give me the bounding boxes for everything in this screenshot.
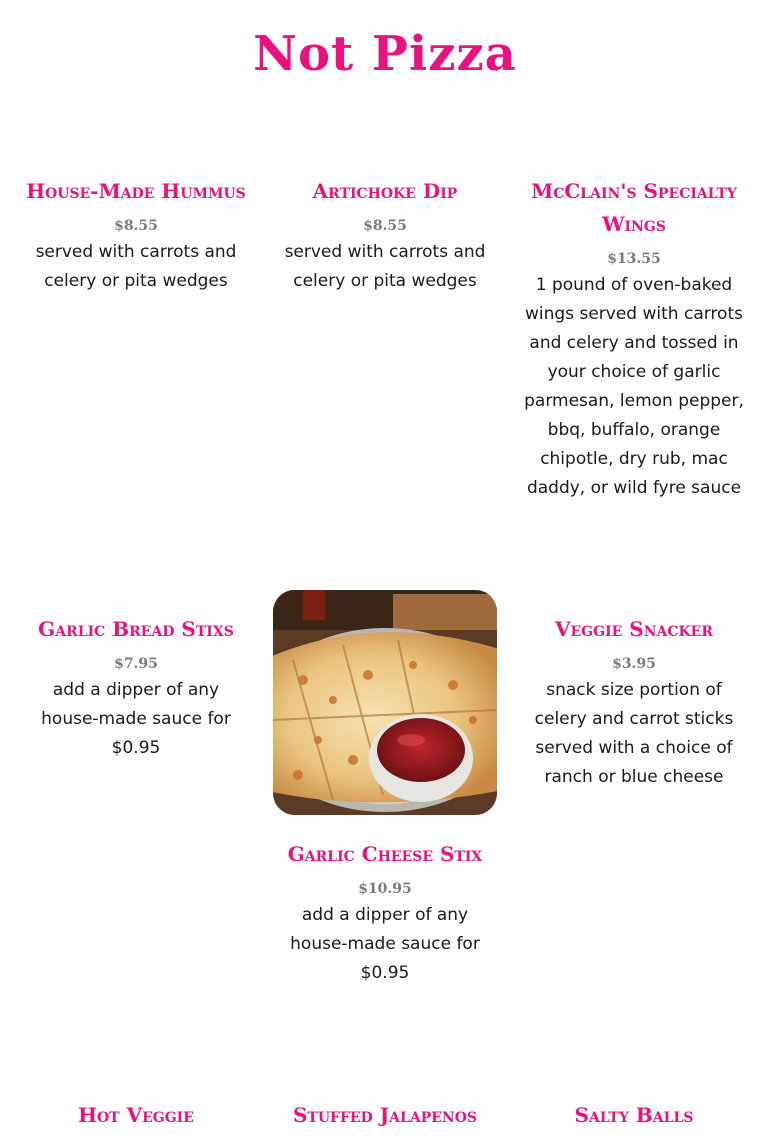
item-name: Stuffed Jalapenos <box>292 1103 478 1127</box>
item-name: Garlic Bread Stixs <box>38 617 234 641</box>
item-name: Garlic Cheese Stix <box>287 842 483 866</box>
item-description: served with carrots and celery or pita wedges <box>35 242 237 291</box>
item-price: $13.55 <box>607 251 661 267</box>
item-name: Artichoke Dip <box>312 179 458 203</box>
item-description: 1 pound of oven-baked wings served with carrots and celery and tossed in your choice of garlic parmesan, lemon pepper, bbq, buffalo, orange chipotle, dry rub, mac daddy, or wild fyre sauce <box>524 275 744 498</box>
menu-item-veggie-snacker <box>522 613 746 792</box>
item-price: $3.95 <box>612 656 656 672</box>
menu-item-salty-balls <box>522 1099 746 1132</box>
item-price: $7.95 <box>114 656 158 672</box>
item-name: Salty Balls <box>574 1103 694 1127</box>
menu-item-specialty-wings <box>522 175 746 503</box>
item-name: Hot Veggie <box>78 1103 194 1127</box>
item-description: add a dipper of any house-made sauce for $0.95 <box>41 680 231 758</box>
menu-item-house-made-hummus <box>24 175 248 296</box>
item-price: $8.55 <box>114 218 158 234</box>
menu-item-garlic-bread-stixs <box>24 613 248 763</box>
food-photo-illustration <box>273 590 497 815</box>
menu-item-hot-veggie <box>24 1099 248 1132</box>
menu-item-stuffed-jalapenos <box>273 1099 497 1132</box>
item-name: McClain's Specialty Wings <box>531 179 737 236</box>
item-description: add a dipper of any house-made sauce for $0.95 <box>290 905 480 983</box>
menu-item-artichoke-dip <box>273 175 497 296</box>
item-name: House-Made Hummus <box>26 179 246 203</box>
item-price: $8.55 <box>363 218 407 234</box>
page-title: Not Pizza <box>253 26 517 82</box>
item-price: $10.95 <box>358 881 412 897</box>
garlic-cheese-stix-photo <box>273 590 497 815</box>
item-name: Veggie Snacker <box>554 617 713 641</box>
item-description: served with carrots and celery or pita wedges <box>284 242 486 291</box>
menu-item-garlic-cheese-stix <box>273 838 497 988</box>
item-description: snack size portion of celery and carrot sticks served with a choice of ranch or blue cheese <box>534 680 734 787</box>
